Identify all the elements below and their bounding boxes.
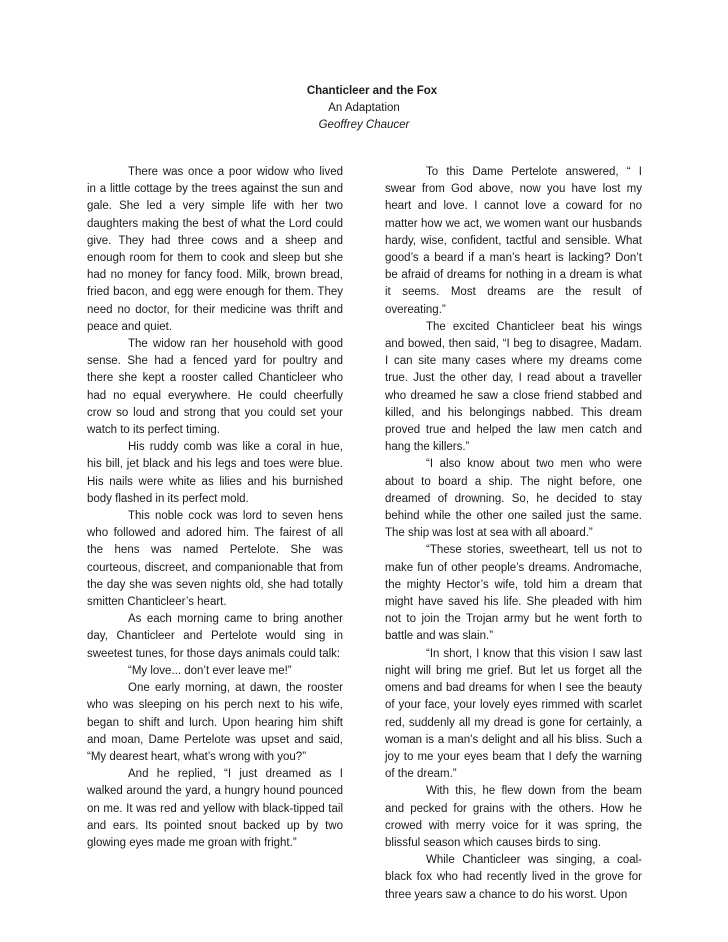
paragraph: There was once a poor widow who lived in a little cottage by the trees against the sun and gale. She led a very simple life with her two daughters making the best of what the Lord could give. They had three cows and a sheep and enough room for them to cook and sleep but she had no money for fancy food. Milk, brown bread, fried bacon, and egg were enough for them. They need no doctor, for their medicine was thrift and peace and quiet. bbox=[87, 166, 343, 333]
paragraph: “My love... don’t ever leave me!” bbox=[128, 664, 292, 677]
left-column bbox=[87, 164, 343, 852]
document-subtitle: An Adaptation bbox=[328, 102, 400, 114]
paragraph: And he replied, “I just dreamed as I walked around the yard, a hungry hound pounced on me. It was red and yellow with black-tipped tail and ears. Its pointed snout backed up by two glowing eyes made me groan with fright.” bbox=[87, 768, 343, 849]
paragraph: One early morning, at dawn, the rooster who was sleeping on his perch next to his wife, began to shift and lurch. Upon hearing him shift and moan, Dame Pertelote was upset and said, “My dearest heart, what’s wrong with you?” bbox=[87, 682, 343, 763]
paragraph: “In short, I know that this vision I saw last night will bring me grief. But let us forget all the omens and bad dreams for when I see the beauty of your face, your lovely eyes rimmed with scarlet red, suddenly all my dread is gone for certainly, a woman is a man’s delight and all his bliss. Such a joy to me your eyes beam that I defy the warning of the dream.” bbox=[385, 647, 642, 781]
paragraph: The excited Chanticleer beat his wings and bowed, then said, “I beg to disagree, Madam. I can site many cases where my dreams come true. Just the other day, I read about a traveller who dreamed he saw a close friend stabbed and killed, and his belongings nabbed. This dream proved true and helped the law men catch and hang the killers.” bbox=[385, 320, 642, 454]
paragraph: His ruddy comb was like a coral in hue, his bill, jet black and his legs and toes were blue. His nails were white as lilies and his burnished body flashed in its perfect mold. bbox=[87, 441, 343, 505]
paragraph: While Chanticleer was singing, a coal-black fox who had recently lived in the grove for three years saw a chance to do his worst. Upon bbox=[385, 854, 642, 901]
paragraph: As each morning came to bring another day, Chanticleer and Pertelote would sing in sweetest tunes, for those days animals could talk: bbox=[87, 613, 343, 660]
paragraph: This noble cock was lord to seven hens who followed and adored him. The fairest of all the hens was named Pertelote. She was courteous, discreet, and companionable that from the day she was seven nights old, she had totally smitten Chanticleer’s heart. bbox=[87, 510, 343, 609]
paragraph: “These stories, sweetheart, tell us not to make fun of other people’s dreams. Andromache, the mighty Hector’s wife, told him a dream that might have saved his life. She pleaded with him not to join the Trojan army but he went forth to battle and was slain.” bbox=[385, 544, 642, 643]
paragraph: With this, he flew down from the beam and pecked for grains with the others. How he crowed with merry voice for it was spring, the blissful season which causes birds to sing. bbox=[385, 785, 642, 849]
paragraph: The widow ran her household with good sense. She had a fenced yard for poultry and there she kept a rooster called Chanticleer who had no equal everywhere. He could cheerfully crow so loud and strong that you could set your watch to its perfect timing. bbox=[87, 338, 343, 437]
paragraph: To this Dame Pertelote answered, “ I swear from God above, now you have lost my heart and love. I cannot love a coward for no matter how we act, we women want our husbands hardy, wise, confident, tactful and sensible. What good’s a beard if a man’s heart is lacking? Don’t be afraid of dreams for nothing in a dream is what it seems. Most dreams are the result of overeating.” bbox=[385, 166, 642, 316]
document-title: Chanticleer and the Fox bbox=[306, 85, 438, 97]
paragraph: “I also know about two men who were about to board a ship. The night before, one dreamed of drowning. So, he decided to stay behind while the other one sailed just the same. The ship was lost at sea with all aboard.” bbox=[385, 458, 642, 540]
right-column bbox=[385, 164, 642, 904]
document-author: Geoffrey Chaucer bbox=[318, 119, 410, 131]
